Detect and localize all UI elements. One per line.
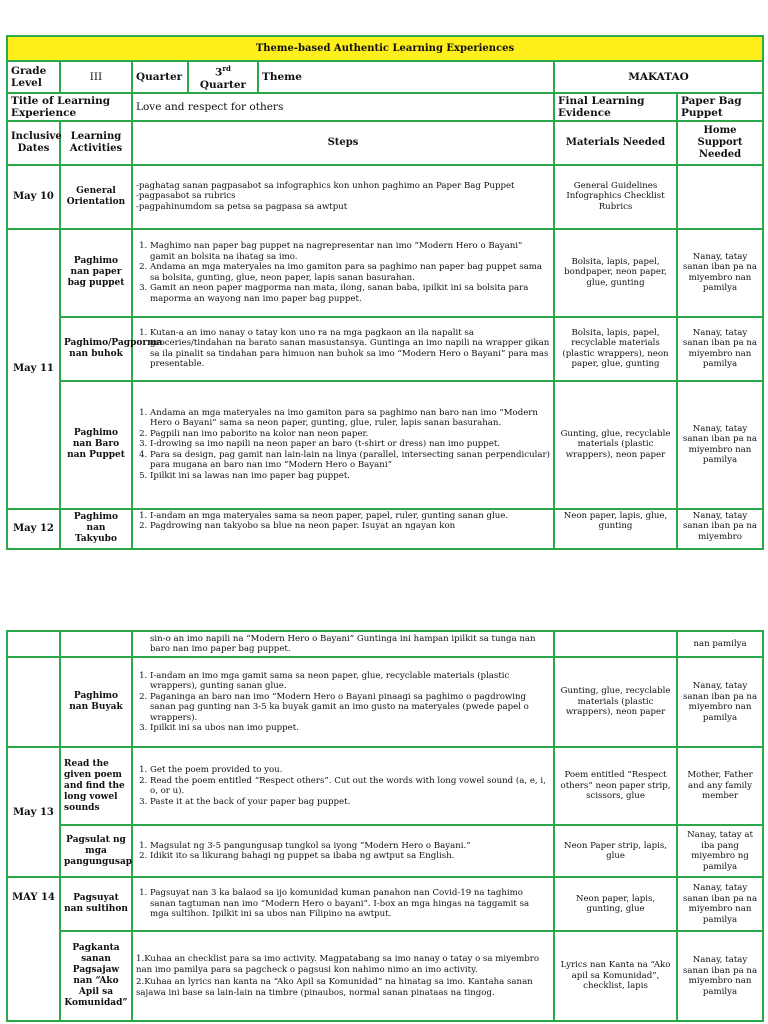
table-row [7, 165, 763, 229]
table-row [7, 877, 763, 931]
date-cell: MAY 14 [7, 877, 60, 1021]
date-cell: May 11 [7, 229, 60, 509]
materials-cell: Neon Paper strip, lapis, glue [554, 825, 677, 877]
table-title: Theme-based Authentic Learning Experiences [7, 36, 763, 61]
lesson-plan-part-1 [6, 35, 762, 550]
activity-cell: General Orientation [60, 165, 132, 229]
steps-cell: 1. Magsulat ng 3-5 pangungusap tungkol sa iyong “Modern Hero o Bayani.” 2. Idikit ito sa likurang bahagi ng puppet sa ibaba ng awtput sa English. [132, 825, 554, 877]
activity-cell: Paghimo nan Baro nan Puppet [60, 381, 132, 509]
quarter-label: Quarter [132, 61, 188, 93]
steps-cell: 1. I-andam an mga materyales sama sa neon paper, papel, ruler, gunting sanan glue. 2. Pagdrowing nan takyobo sa blue na neon paper. Isuyat an ngayan kon [132, 509, 554, 549]
lesson-plan-table-top [6, 35, 764, 550]
materials-cell: Lyrics nan Kanta na “Ako apil sa Komunidad”, checklist, lapis [554, 931, 677, 1021]
table-row [7, 657, 763, 747]
materials-cell: Gunting, glue, recyclable materials (plastic wrappers), neon paper [554, 381, 677, 509]
grade-level-label: Grade Level [7, 61, 60, 93]
steps-cell: 1. Maghimo nan paper bag puppet na nagrepresentar nan imo “Modern Hero o Bayani” gamit an bolsita na ihatag sa imo. 2. Andama an mga materyales na imo gamiton para sa paghimo nan paper bag puppet sama sa bolsita, gunting, glue, neon paper, lapis sanan basurahan. 3. Gamit an neon paper magporma nan mata, ilong, sanan baba, ipilkit ini sa bolsita para maporma an wayong nan imo paper bag puppet. [132, 229, 554, 317]
table-row [7, 229, 763, 317]
activity-cell: Paghimo/Pagporma nan buhok [60, 317, 132, 381]
steps-cell: 1. Pagsuyat nan 3 ka balaod sa ijo komunidad kuman panahon nan Covid-19 na taghimo sanan tagtuman nan imo “Modern Hero o bayani”. I-box an mga hingas na taggamit sa mga sultihon. Ipilkit ini sa ubos nan Filipino na awtput. [132, 877, 554, 931]
lesson-plan-part-2 [6, 630, 762, 1022]
home-support-cell [677, 165, 763, 229]
materials-cell: General Guidelines Infographics Checklist Rubrics [554, 165, 677, 229]
activity-cell: Pagkanta sanan Pagsajaw nan “Ako Apil sa Komunidad” [60, 931, 132, 1021]
materials-cell: Neon paper, lapis, glue, gunting [554, 509, 677, 549]
title-label: Title of Learning Experience [7, 93, 132, 121]
steps-cell: 1.Kuhaa an checklist para sa imo activity. Magpatabang sa imo nanay o tatay o sa miyembro nan imo pamilya para sa pagcheck o pagsusi kon nahimo nimo an imo activity. 2.Kuhaa an lyrics nan kanta na “Ako Apil sa Komunidad” na hinatag sa imo. Kantaha sanan sajawa ini base sa lain-lain na timbre (pinaubos, normal sanan pinataas na tingog. [132, 931, 554, 1021]
home-support-cell: Nanay, tatay sanan iban pa na miyembro nan pamilya [677, 657, 763, 747]
header-dates: Inclusive Dates [7, 121, 60, 165]
home-support-cell: nan pamilya [677, 631, 763, 657]
materials-cell: Poem entitled “Respect others” neon paper strip, scissors, glue [554, 747, 677, 825]
table-row [7, 631, 763, 657]
final-evidence-value: Paper Bag Puppet [677, 93, 763, 121]
activity-cell [60, 631, 132, 657]
title-value: Love and respect for others [132, 93, 554, 121]
date-cell: May 10 [7, 165, 60, 229]
header-activities: Learning Activities [60, 121, 132, 165]
steps-cell: 1. Get the poem provided to you. 2. Read the poem entitled “Respect others”. Cut out the words with long vowel sound (a, e, i, o, or u). 3. Paste it at the back of your paper bag puppet. [132, 747, 554, 825]
header-home-support: Home Support Needed [677, 121, 763, 165]
table-row [7, 747, 763, 825]
steps-cell: 1. Andama an mga materyales na imo gamiton para sa paghimo nan baro nan imo “Modern Hero o Bayani” sama sa neon paper, gunting, glue, ruler, lapis sanan basurahan. 2. Pagpili nan imo paborito na kolor nan neon paper. 3. I-drowing sa imo napili na neon paper an baro (t-shirt or dress) nan imo puppet. 4. Para sa design, pag gamit nan lain-lain na linya (parallel, intersecting sanan perpendicular) para mugana an baro nan imo “Modern Hero o Bayani” 5. Ipilkit ini sa lawas nan imo paper bag puppet. [132, 381, 554, 509]
table-row [7, 317, 763, 381]
theme-label: Theme [258, 61, 554, 93]
home-support-cell: Nanay, tatay sanan iban pa na miyembro [677, 509, 763, 549]
activity-cell: Paghimo nan Buyak [60, 657, 132, 747]
date-cell: May 12 [7, 509, 60, 549]
table-row [7, 381, 763, 509]
date-cell: May 13 [7, 747, 60, 877]
materials-cell: Bolsita, lapis, papel, recyclable materials (plastic wrappers), neon paper, glue, gunting [554, 317, 677, 381]
activity-cell: Pagsulat ng mga pangungusap [60, 825, 132, 877]
header-steps: Steps [132, 121, 554, 165]
steps-cell: -paghatag sanan pagpasabot sa infographics kon unhon paghimo an Paper Bag Puppet -pagpasabot sa rubrics -pagpahinumdom sa petsa sa pagpasa sa awtput [132, 165, 554, 229]
activity-cell: Read the given poem and find the long vowel sounds [60, 747, 132, 825]
header-materials: Materials Needed [554, 121, 677, 165]
steps-cell: 1. Kutan-a an imo nanay o tatay kon uno ra na mga pagkaon an ila napalit sa groceries/tindahan na barato sanan masustansya. Guntinga an imo napili na wrapper gikan sa ila pinalit sa tindahan para himuon nan buhok sa imo “Modern Hero o Bayani” para mas presentable. [132, 317, 554, 381]
materials-cell: Bolsita, lapis, papel, bondpaper, neon paper, glue, gunting [554, 229, 677, 317]
materials-cell [554, 631, 677, 657]
steps-cell: 1. I-andam an imo mga gamit sama sa neon paper, glue, recyclable materials (plastic wrappers), gunting sanan glue. 2. Paganinga an baro nan imo “Modern Hero o Bayani pinaagi sa paghimo o pagdrowing sanan pag gunting nan 3-5 ka buyak gamit an imo gusto na materyales (pwede papel o wrappers). 3. Ipilkit ini sa ubos nan imo puppet. [132, 657, 554, 747]
table-row [7, 509, 763, 549]
grade-level-value: III [60, 61, 132, 93]
home-support-cell: Nanay, tatay sanan iban pa na miyembro nan pamilya [677, 931, 763, 1021]
table-row [7, 931, 763, 1021]
theme-value: MAKATAO [554, 61, 763, 93]
date-cell [7, 631, 60, 657]
home-support-cell: Mother, Father and any family member [677, 747, 763, 825]
quarter-value: 3rd Quarter [188, 61, 258, 93]
home-support-cell: Nanay, tatay at iba pang miyembro ng pamilya [677, 825, 763, 877]
lesson-plan-table-bottom [6, 630, 764, 1022]
steps-cell: sin-o an imo napili na “Modern Hero o Bayani” Guntinga ini hampan ipilkit sa tunga nan baro nan imo paper bag puppet. [132, 631, 554, 657]
home-support-cell: Nanay, tatay sanan iban pa na miyembro nan pamilya [677, 229, 763, 317]
home-support-cell: Nanay, tatay sanan iban pa na miyembro nan pamilya [677, 381, 763, 509]
activity-cell: Pagsuyat nan sultihon [60, 877, 132, 931]
materials-cell: Gunting, glue, recyclable materials (plastic wrappers), neon paper [554, 657, 677, 747]
home-support-cell: Nanay, tatay sanan iban pa na miyembro nan pamilya [677, 317, 763, 381]
table-row [7, 825, 763, 877]
materials-cell: Neon paper, lapis, gunting, glue [554, 877, 677, 931]
home-support-cell: Nanay, tatay sanan iban pa na miyembro nan pamilya [677, 877, 763, 931]
activity-cell: Paghimo nan Takyubo [60, 509, 132, 549]
date-cell [7, 657, 60, 747]
final-evidence-label: Final Learning Evidence [554, 93, 677, 121]
activity-cell: Paghimo nan paper bag puppet [60, 229, 132, 317]
